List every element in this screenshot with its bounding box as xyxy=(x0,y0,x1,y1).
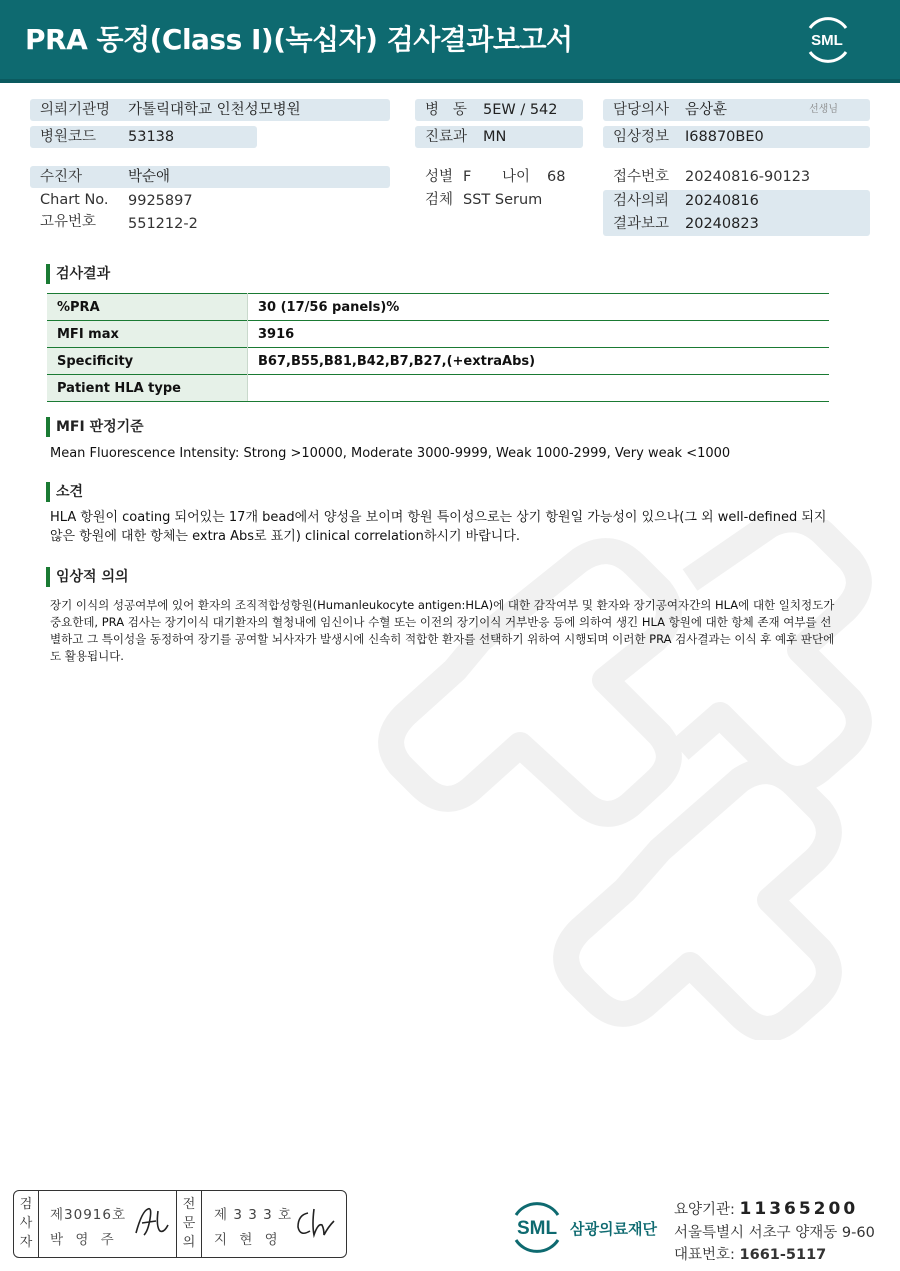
footer-sml-logo-icon xyxy=(508,1198,566,1256)
sml-logo-icon xyxy=(802,14,852,64)
report-label: 결과보고 xyxy=(613,216,670,232)
sex-value: F xyxy=(463,169,472,185)
opinion-text: HLA 항원이 coating 되어있는 17개 bead에서 양성을 보이며 항원 특이성으로는 상기 항원일 가능성이 있으나(그 외 well-defined 되지 않은 항원에 대한 항체는 extra Abs로 표기) clinical correlation하시기 바랍니다. xyxy=(50,510,827,544)
opinion-heading: 소견 xyxy=(46,482,83,502)
doctor-value: 음상훈 xyxy=(685,102,728,118)
ward-label: 병 동 xyxy=(425,102,467,118)
phone-number: 1661-5117 xyxy=(739,1247,827,1263)
ward-row xyxy=(415,99,583,121)
result-key-hla-type: Patient HLA type xyxy=(47,375,248,402)
tester-label: 검사자 xyxy=(14,1191,39,1257)
dept-row xyxy=(415,126,583,148)
table-row xyxy=(47,348,829,375)
specimen-label: 검체 xyxy=(425,192,454,208)
signature-box xyxy=(13,1190,347,1258)
result-value-mfi: 3916 xyxy=(248,321,830,348)
hospital-code-row xyxy=(30,126,257,148)
clinical-significance-text: 장기 이식의 성공여부에 있어 환자의 조직적합성항원(Humanleukocyte antigen:HLA)에 대한 감작여부 및 환자와 장기공여자간의 HLA에 대한 일치정도가 중요한데, PRA 검사는 장기이식 대기환자의 혈청내에 임신이나 수혈 또는 이전의 장기이식 거부반응 등에 의하여 생긴 HLA 항원에 대한 항체 존재 여부를 선별하고 그 특이성을 동정하여 장기를 공여할 뇌사자가 발생시에 신속히 적합한 환자를 선택하기 위하여 시행되며 이러한 PRA 검사결과는 이식 후 예후 판단에도 활용됩니다. xyxy=(50,598,835,663)
specialist-name: 지 현 영 xyxy=(214,1232,282,1248)
result-value-pra: 30 (17/56 panels)% xyxy=(248,294,830,321)
unique-value: 551212-2 xyxy=(128,216,198,232)
result-value-specificity: B67,B55,B81,B42,B7,B27,(+extraAbs) xyxy=(248,348,830,375)
dept-value: MN xyxy=(483,129,507,145)
tester-name: 박 영 주 xyxy=(50,1232,118,1248)
chart-label: Chart No. xyxy=(40,192,109,208)
ward-value: 5EW / 542 xyxy=(483,102,558,118)
mfi-text: Mean Fluorescence Intensity: Strong >10000, Moderate 3000-9999, Weak 1000-2999, Very weak <1000 xyxy=(50,446,731,461)
foundation-name: 삼광의료재단 xyxy=(570,1220,657,1238)
specimen-value: SST Serum xyxy=(463,192,543,208)
request-label: 검사의뢰 xyxy=(613,193,670,209)
institution-value: 가톨릭대학교 인천성모병원 xyxy=(128,102,301,118)
doctor-row xyxy=(603,99,870,121)
table-row xyxy=(47,294,829,321)
request-value: 20240816 xyxy=(685,193,759,209)
clinical-info-row xyxy=(603,126,870,148)
hospital-code-value: 53138 xyxy=(128,129,175,145)
report-header xyxy=(0,0,900,79)
results-heading: 검사결과 xyxy=(46,264,110,284)
phone-label: 대표번호: xyxy=(674,1247,735,1263)
header-divider xyxy=(0,79,900,83)
patient-value: 박순애 xyxy=(128,169,171,185)
care-label: 요양기관: xyxy=(674,1202,735,1218)
institution-row xyxy=(30,99,390,121)
results-table xyxy=(47,293,829,402)
unique-label: 고유번호 xyxy=(40,214,97,230)
dept-label: 진료과 xyxy=(425,129,468,145)
result-key-mfi: MFI max xyxy=(47,321,248,348)
report-title: PRA 동정(Class I)(녹십자) 검사결과보고서 xyxy=(25,23,573,56)
phone-line xyxy=(674,1243,826,1264)
patient-label: 수진자 xyxy=(40,169,83,185)
hospital-code-label: 병원코드 xyxy=(40,129,97,145)
tester-signature-icon xyxy=(132,1205,172,1241)
clinical-info-label: 임상정보 xyxy=(613,129,670,145)
age-label: 나이 xyxy=(502,169,531,185)
sex-label: 성별 xyxy=(425,169,454,185)
institution-label: 의뢰기관명 xyxy=(40,102,111,118)
age-value: 68 xyxy=(547,169,566,185)
specialist-label: 전문의 xyxy=(176,1191,202,1257)
address: 서울특별시 서초구 양재동 9-60 xyxy=(674,1225,875,1241)
result-value-hla-type xyxy=(248,375,830,402)
receipt-value: 20240816-90123 xyxy=(685,169,811,185)
tester-license: 제30916호 xyxy=(50,1207,127,1223)
result-key-pra: %PRA xyxy=(47,294,248,321)
footer-logo-text: SML xyxy=(516,1218,558,1239)
care-number: 11365200 xyxy=(739,1199,859,1219)
table-row xyxy=(47,375,829,402)
result-key-specificity: Specificity xyxy=(47,348,248,375)
specialist-license: 제 3 3 3 호 xyxy=(214,1207,293,1223)
clinical-significance-heading: 임상적 의의 xyxy=(46,567,129,587)
chart-value: 9925897 xyxy=(128,193,193,209)
table-row xyxy=(47,321,829,348)
report-value: 20240823 xyxy=(685,216,759,232)
mfi-heading: MFI 판정기준 xyxy=(46,417,144,437)
receipt-label: 접수번호 xyxy=(613,169,670,185)
header-logo-text: SML xyxy=(811,32,843,49)
care-institution-line xyxy=(674,1198,858,1219)
specialist-signature-icon xyxy=(294,1205,338,1241)
patient-row xyxy=(30,166,390,188)
request-report-box xyxy=(603,190,870,236)
doctor-suffix: 선생님 xyxy=(809,104,838,115)
doctor-label: 담당의사 xyxy=(613,102,670,118)
clinical-info-value: I68870BE0 xyxy=(685,129,764,145)
